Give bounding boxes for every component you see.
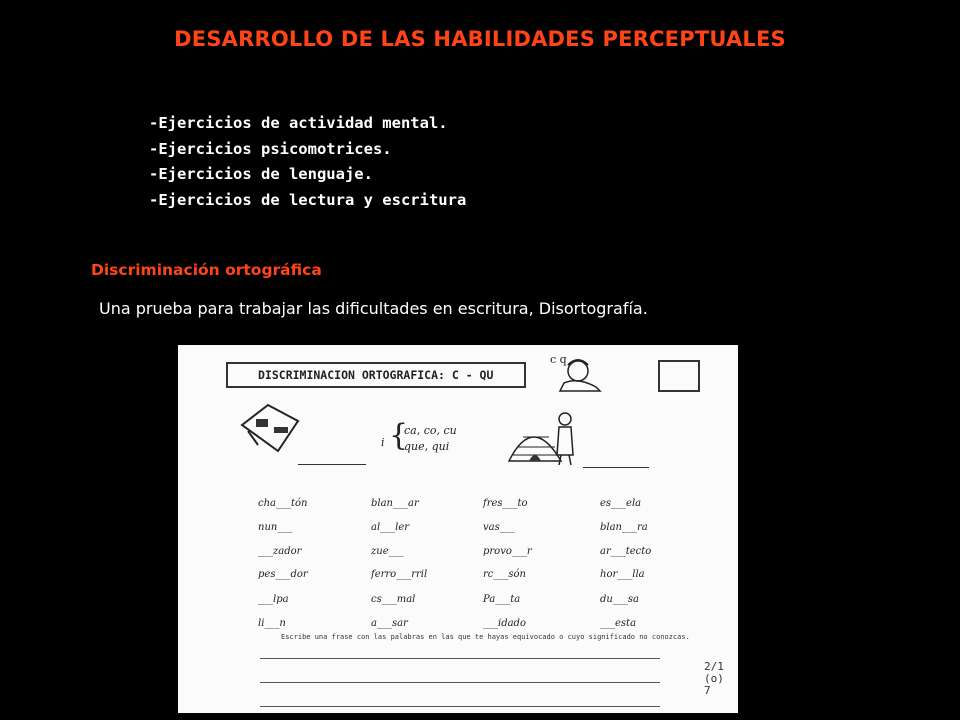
exercise-word: ferro___rril <box>371 569 428 580</box>
exercise-word: vas___ <box>483 522 515 533</box>
letters-text: c q <box>550 353 567 366</box>
writing-line <box>260 682 660 683</box>
exercise-word: a___sar <box>371 618 408 629</box>
brace-glyph: { <box>389 418 409 453</box>
exercise-word: Pa___ta <box>483 594 521 605</box>
exercise-word: blan___ar <box>371 498 419 509</box>
exercise-word: pes___dor <box>258 569 308 580</box>
worksheet-image <box>178 345 738 713</box>
list-item: -Ejercicios psicomotrices. <box>149 139 392 158</box>
map-illustration <box>238 401 308 457</box>
worksheet-side-text: 2/1 (o) 7 <box>704 660 724 697</box>
worksheet-corner-box <box>658 360 700 392</box>
exercise-word: du___sa <box>600 594 639 605</box>
writing-line <box>260 658 660 659</box>
hint-i: i <box>381 436 385 449</box>
exercise-word: ___idado <box>483 618 526 629</box>
exercise-word: ___esta <box>600 618 637 629</box>
list-item: -Ejercicios de actividad mental. <box>149 114 448 132</box>
list-item: -Ejercicios de lenguaje. <box>149 165 373 183</box>
exercise-word: hor___lla <box>600 569 645 580</box>
igloo-illustration <box>503 407 583 467</box>
section-subtitle: Discriminación ortográfica <box>91 261 322 279</box>
exercise-list <box>149 111 466 213</box>
writing-line <box>260 706 660 707</box>
exercise-word: blan___ra <box>600 522 648 533</box>
hint-line: que, qui <box>404 440 450 453</box>
exercise-word: rc___són <box>483 569 526 580</box>
exercise-word: al___ler <box>371 522 410 533</box>
exercise-word: nun___ <box>258 522 293 533</box>
worksheet-instruction: Escribe una frase con las palabras en las que te hayas equivocado o cuyo significado no conozcas. <box>281 633 690 641</box>
intro-text: Una prueba para trabajar las dificultades en escritura, Disortografía. <box>99 299 648 318</box>
exercise-word: fres___to <box>483 498 528 509</box>
exercise-word: cs___mal <box>371 594 416 605</box>
hint-line: ca, co, cu <box>404 424 457 437</box>
exercise-word: li___n <box>258 618 286 629</box>
worksheet-header: DISCRIMINACION ORTOGRAFICA: C - QU <box>226 362 526 388</box>
exercise-word: cha___tón <box>258 498 308 509</box>
exercise-word: zue___ <box>371 546 404 557</box>
answer-blank <box>298 464 366 465</box>
exercise-word: provo___r <box>483 546 532 557</box>
child-illustration <box>540 347 610 397</box>
exercise-word: es___ela <box>600 498 642 509</box>
list-item: -Ejercicios de lectura y escritura <box>149 190 467 209</box>
hint-block <box>381 418 457 455</box>
answer-blank <box>583 467 649 468</box>
exercise-word: ar___tecto <box>600 546 652 557</box>
exercise-word: ___zador <box>258 546 302 557</box>
slide-title: DESARROLLO DE LAS HABILIDADES PERCEPTUALES <box>174 27 786 51</box>
exercise-word: ___lpa <box>258 594 289 605</box>
